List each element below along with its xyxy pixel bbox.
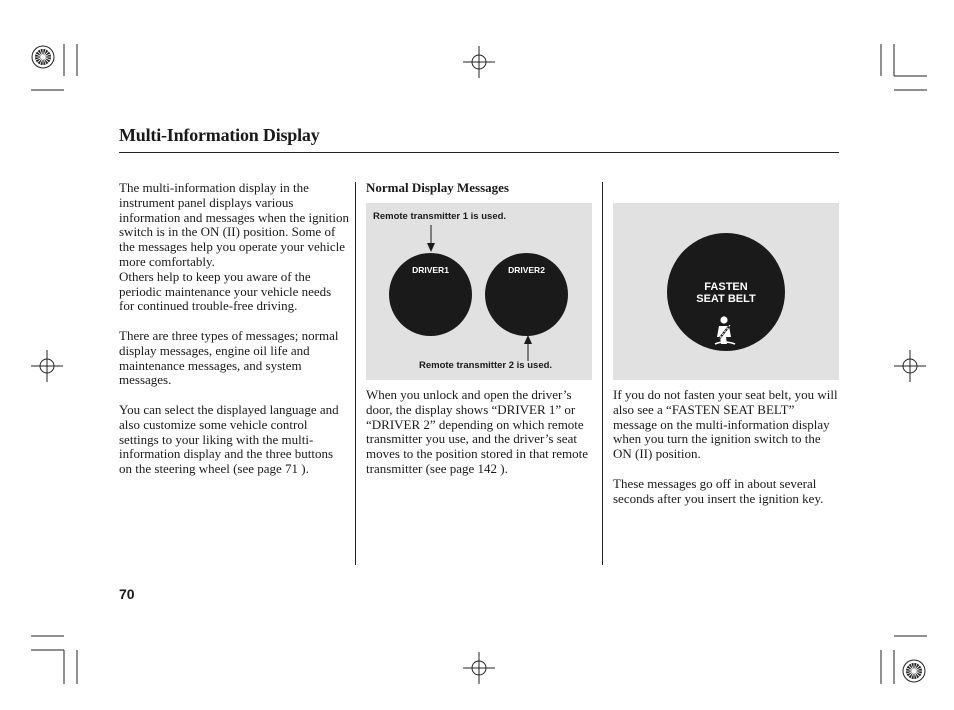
column-divider-right bbox=[602, 182, 603, 565]
intro-paragraph: The multi-information display in the instrument panel displays various information and messages when the ignition switch is in the ON (II) position. Some of the messages help you operate your vehicle more comfortably. bbox=[119, 180, 349, 269]
left-column bbox=[119, 181, 349, 477]
page-title: Multi-Information Display bbox=[119, 125, 320, 145]
message-types-paragraph: There are three types of messages; normal display messages, engine oil life and maintenance messages, and system messages. bbox=[119, 327, 339, 388]
driver2-display bbox=[485, 253, 568, 336]
arrow-up-icon bbox=[524, 335, 532, 344]
seat-belt-figure bbox=[613, 203, 839, 380]
figure-caption-transmitter-2: Remote transmitter 2 is used. bbox=[419, 360, 553, 371]
driver-display-figure bbox=[366, 203, 592, 380]
driver1-display-label: DRIVER1 bbox=[412, 265, 449, 275]
right-column bbox=[613, 388, 839, 506]
seat-belt-line-2: SEAT BELT bbox=[696, 293, 756, 305]
seat-belt-icon bbox=[711, 315, 741, 347]
section-heading: Normal Display Messages bbox=[366, 180, 509, 195]
seat-belt-display bbox=[667, 233, 785, 351]
column-divider-left bbox=[355, 182, 356, 565]
middle-column bbox=[366, 388, 592, 477]
seat-belt-paragraph: If you do not fasten your seat belt, you will also see a “FASTEN SEAT BELT” message on the multi-information display when you turn the ignition switch to the ON (II) position. bbox=[613, 387, 838, 462]
arrow-down-icon bbox=[427, 243, 435, 252]
customize-paragraph: You can select the displayed language and also customize some vehicle control settings to your liking with the multi-information display and the three buttons on the steering wheel (see page 71 ). bbox=[119, 401, 339, 477]
driver-memory-paragraph: When you unlock and open the driver’s door, the display shows “DRIVER 1” or “DRIVER 2” depending on which remote transmitter you use, and the driver’s seat moves to the position stored in that remote transmitter (see page 142 ). bbox=[366, 387, 589, 476]
messages-timeout-paragraph: These messages go off in about several seconds after you insert the ignition key. bbox=[613, 475, 824, 506]
figure-caption-transmitter-1: Remote transmitter 1 is used. bbox=[373, 211, 507, 222]
page-number: 70 bbox=[119, 586, 135, 602]
maintenance-paragraph: Others help to keep you aware of the periodic maintenance your vehicle needs for continued trouble-free driving. bbox=[119, 268, 332, 314]
driver1-display bbox=[389, 253, 472, 336]
seat-belt-line-1: FASTEN bbox=[704, 281, 748, 293]
title-divider bbox=[119, 152, 839, 153]
driver2-display-label: DRIVER2 bbox=[508, 265, 545, 275]
